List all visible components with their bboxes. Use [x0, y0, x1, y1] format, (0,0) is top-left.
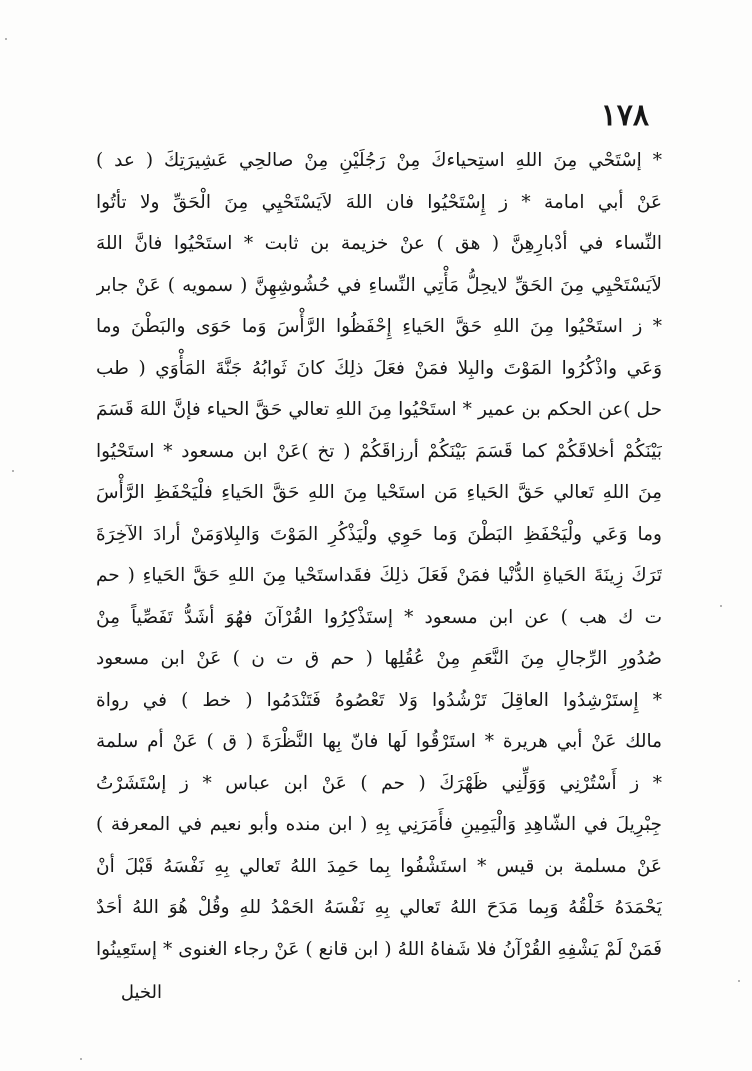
text-line-6: وَعَي واذْكُرُوا المَوْتَ والبِلا فمَنْ فعَلَ ذلِكَ كانَ ثَوابُهُ جَنَّةَ المَأْوَي ( طب — [96, 357, 662, 379]
text-line-17: جِبْرِيلَ في الشّاهِدِ وَالْيَمِينِ فأَمَرَنِي بِهِ ( ابن منده وأبو نعيم في المعرفة ) — [96, 814, 662, 835]
page-number: ١٧٨ — [600, 98, 649, 133]
text-line-7: حل )عن الحكم بن عمير * استَحْيُوا مِنَ اللهِ تعالي حَقَّ الحياء فإنَّ اللهَ قَسَمَ — [96, 399, 662, 420]
text-line-15: مالك عَنْ أبي هريرة * استَرْقُوا لَها فانّ بِها النَّظْرَةَ ( ق ) عَنْ أم سلمة — [96, 731, 662, 752]
paper-speck — [12, 470, 14, 472]
text-line-19: يَحْمَدَهُ خَلْقُهُ وَبِما مَدَحَ اللهُ تَعالي بِهِ نَفْسَهُ الحَمْدُ للهِ وقُلْ هُوَ اللهُ أحَدٌ — [96, 897, 662, 918]
catchword: الخيل — [120, 982, 162, 1003]
text-line-4: لاَيَسْتَحْيِي مِنَ الحَقِّ لايحِلُّ مَأْتِي النِّساءِ في حُشُوشِهِنَّ ( سمويه ) عَنْ جابر — [96, 274, 662, 296]
text-line-13: صُدُورِ الرِّجالِ مِنَ النَّعَمِ مِنْ عُقُلِها ( حم ق ت ن ) عَنْ ابن مسعود — [96, 648, 662, 669]
text-line-12: ت ك هب ) عن ابن مسعود * إستَذْكِرُوا القُرْآنَ فهُوَ أشَدُّ تَفَصِّياً مِنْ — [96, 606, 662, 628]
paper-speck — [5, 38, 7, 40]
paper-speck — [720, 605, 722, 607]
text-line-8: بَيْنَكُمْ أخلاقَكُمْ كما قَسَمَ بَيْنَكُمْ أرزاقَكُمْ ( تخ )عَنْ ابن مسعود * استَحْيُوا — [96, 440, 662, 462]
text-line-1: * إسْتَحْي مِنَ اللهِ استِحياءكَ مِنْ رَجُلَيْنِ مِنْ صالحِي عَشِيرَتِكَ ( عد ) — [96, 150, 662, 171]
text-line-3: النِّساء في أدْبارِهِنَّ ( هق ) عنْ خزيمة بن ثابت * استَحْيُوا فانَّ اللهَ — [96, 233, 662, 254]
text-line-11: تَرَكَ زِينَةَ الحَياةِ الدُّنْيا فمَنْ فَعَلَ ذلِكَ فقَداستَحْيا مِنَ اللهِ حَقَّ الحَياءِ ( حم — [96, 565, 662, 586]
text-line-5: * ز استَحْيُوا مِنَ اللهِ حَقَّ الحَياءِ إِحْفَظُوا الرَّأْسَ وَما حَوَى والبَطْنَ وما — [96, 316, 662, 337]
paper-speck — [80, 1058, 82, 1060]
text-line-10: وما وَعَي ولْيَحْفَظِ البَطْنَ وَما حَوِي ولْيَذْكُرِ المَوْتَ وَالبِلاوَمَنْ أرادَ الآخِرَةَ — [96, 523, 662, 545]
paper-speck — [738, 980, 740, 982]
text-line-2: عَنْ أبي امامة * ز إِسْتَحْيُوا فان اللهَ لاَيَسْتَحْيِي مِنَ الْحَقِّ ولا تأتُوا — [96, 191, 662, 213]
hadith-text-block — [96, 140, 662, 970]
text-line-9: مِنَ اللهِ تَعالي حَقَّ الحَياءِ مَن استَحْيا مِنَ اللهِ حَقَّ الحَياءِ فلْيَحْفَظِ الرَّأْسَ — [96, 482, 662, 503]
text-line-18: عَنْ مسلمة بن قيس * استَشْفُوا بِما حَمِدَ اللهُ تَعالي بِهِ نَفْسَهُ قَبْلَ أنْ — [96, 855, 662, 877]
text-line-14: * إِستَرْشِدُوا العاقِلَ تَرْشُدُوا وَلا تَعْصُوهُ فَتَنْدَمُوا ( خط ) في رواة — [96, 689, 662, 711]
text-line-16: * ز أَسْتُرْنِي وَوَلِّنِي ظَهْرَكَ ( حم ) عَنْ ابن عباس * ز إسْتَشَرْتُ — [96, 772, 662, 794]
text-line-20: فَمَنْ لَمْ يَشْفِهِ القُرْآنُ فلا شَفاهُ اللهُ ( ابن قانع ) عَنْ رجاء الغنوى * إستَعِينُوا — [96, 938, 662, 960]
